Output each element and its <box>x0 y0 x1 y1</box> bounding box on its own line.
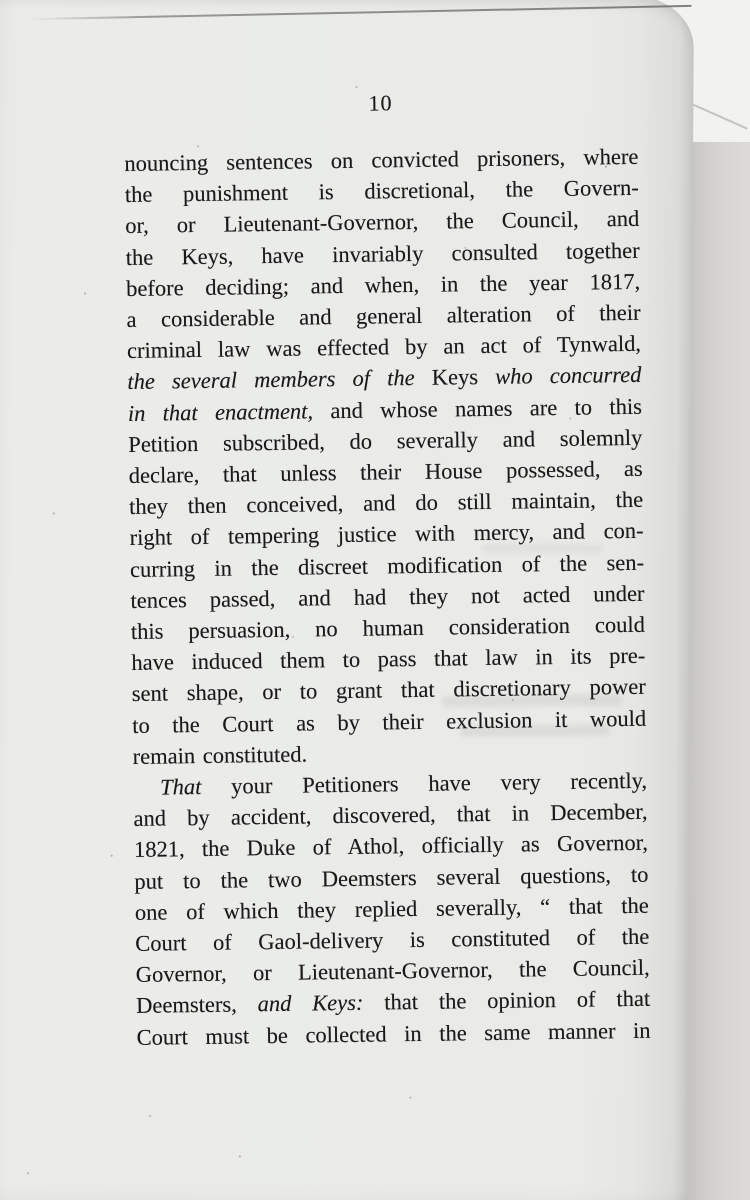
text-segment: Court must be collected in the same manner in <box>136 1017 651 1050</box>
text-segment: Governor, or Lieutenant-Governor, the Council, <box>135 955 650 988</box>
text-segment: that the opinion of that <box>363 986 651 1016</box>
text-segment: curring in the discreet modification of the sen- <box>129 549 645 582</box>
page-number: 10 <box>368 90 393 116</box>
text-segment: Keys <box>431 364 479 391</box>
text-segment: they then conceived, and do still maintain, the <box>129 487 644 520</box>
text-segment: criminal law was effected by an act of Tynwald, <box>126 331 642 364</box>
text-segment: one of which they replied severally, “ that the <box>134 892 649 925</box>
text-segment: sent shape, or to grant that discretionary power <box>131 674 646 707</box>
text-segment: Petition subscribed, do severally and solemnly <box>128 424 643 457</box>
text-segment: this persuasion, no human consideration could <box>130 611 646 645</box>
italic-text-segment: the several members of the <box>127 365 432 395</box>
text-segment: put to the two Deemsters several questions, to <box>134 861 649 894</box>
text-segment: the Keys, have invariably consulted together <box>125 237 640 270</box>
text-segment: declare, that unless their House possessed, as <box>128 455 643 489</box>
text-segment: and by accident, discovered, that in December, <box>133 799 648 832</box>
text-segment: your Petitioners have very recently, <box>201 767 648 800</box>
italic-text-segment: That <box>159 774 202 800</box>
text-block <box>123 87 650 1053</box>
body-text <box>124 141 651 1053</box>
text-segment: before deciding; and when, in the year 1817, <box>125 268 641 301</box>
italic-text-segment: and Keys: <box>257 990 364 1017</box>
text-line <box>136 1014 650 1052</box>
text-segment: nouncing sentences on convicted prisoners, where <box>124 143 639 177</box>
text-segment: Deemsters, <box>135 991 258 1019</box>
text-segment: remain constituted. <box>132 741 308 769</box>
text-segment: and whose names are to this <box>312 393 643 424</box>
text-segment: right of tempering justice with mercy, and con- <box>129 518 644 551</box>
italic-text-segment: in that enactment, <box>127 398 314 426</box>
book-pages-edge-shadow <box>686 0 750 1200</box>
text-segment: Court of Gaol-delivery is constituted of the <box>135 923 650 957</box>
text-segment: tences passed, and had they not acted under <box>130 580 645 613</box>
page-top-crease <box>28 5 692 20</box>
text-segment: a considerable and general alteration of their <box>126 299 641 333</box>
text-segment: to the Court as by their exclusion it would <box>132 705 647 738</box>
text-segment: have induced them to pass that law in its pre- <box>131 643 646 676</box>
text-segment: the punishment is discretional, the Govern- <box>124 175 639 208</box>
italic-text-segment: who concurred <box>477 362 642 390</box>
text-segment: or, or Lieutenant-Governor, the Council, and <box>125 206 640 239</box>
text-segment: 1821, the Duke of Athol, officially as Governor, <box>133 830 649 863</box>
